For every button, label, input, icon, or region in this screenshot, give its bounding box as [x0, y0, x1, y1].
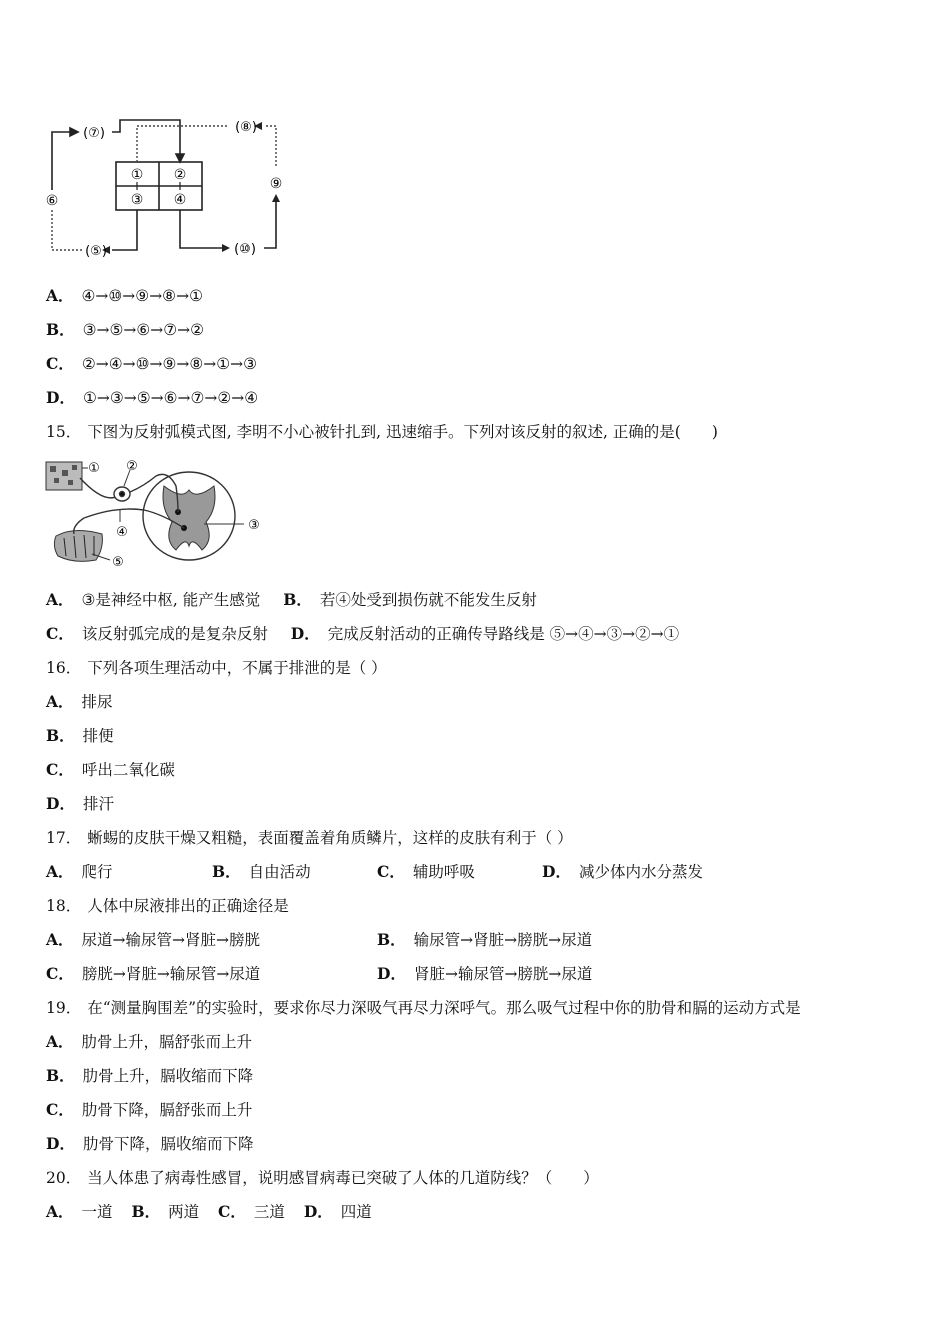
label-6: ⑥ — [45, 193, 59, 209]
q20-option-d: D． 四道 — [303, 1202, 372, 1221]
q14-option-c: C． ②→④→⑩→⑨→⑧→①→③ — [46, 354, 258, 373]
label-2: ② — [173, 167, 187, 183]
q16-option-d: D． 排汗 — [46, 794, 114, 813]
q20-option-c: C． 三道 — [218, 1202, 285, 1221]
q19-option-d: D． 肋骨下降，膈收缩而下降 — [46, 1134, 254, 1153]
label-9: ⑨ — [269, 176, 283, 192]
q15-stem: 15． 下图为反射弧模式图, 李明不小心被针扎到, 迅速缩手。下列对该反射的叙述, 正确的是( ) — [46, 423, 718, 441]
q20-option-a: A． 一道 — [46, 1202, 113, 1221]
muscle — [54, 530, 102, 561]
q20-option-b: B． 两道 — [131, 1202, 200, 1221]
q15-options-cd — [46, 624, 679, 644]
q16-option-a: A． 排尿 — [46, 692, 113, 711]
reflex-arc-diagram — [44, 456, 274, 574]
q14-option-b: B． ③→⑤→⑥→⑦→② — [46, 320, 205, 339]
skin-area — [46, 462, 82, 490]
reflex-label-4: ④ — [116, 525, 128, 540]
label-5: (⑤) — [85, 244, 107, 259]
q14-option-a: A． ④→⑩→⑨→⑧→① — [46, 286, 203, 305]
q16-stem: 16． 下列各项生理活动中，不属于排泄的是（ ） — [46, 659, 387, 677]
q16-option-b: B． 排便 — [46, 726, 114, 745]
spinal-cord — [143, 472, 235, 560]
q20-options — [46, 1202, 372, 1222]
q19-option-b: B． 肋骨上升，膈收缩而下降 — [46, 1066, 254, 1085]
label-7: (⑦) — [83, 126, 105, 141]
label-1: ① — [130, 167, 144, 183]
q15-options-ab — [46, 590, 537, 610]
q20-stem: 20． 当人体患了病毒性感冒，说明感冒病毒已突破了人体的几道防线？（ ） — [46, 1169, 599, 1187]
heart-box — [116, 162, 202, 210]
q18-option-c: C． 膀胱→肾脏→输尿管→尿道 — [46, 964, 261, 983]
reflex-label-1: ① — [88, 461, 100, 476]
q16-option-c: C． 呼出二氧化碳 — [46, 760, 175, 779]
q18-option-d: D． 肾脏→输尿管→膀胱→尿道 — [377, 964, 593, 983]
label-3: ③ — [130, 192, 144, 208]
q18-stem: 18． 人体中尿液排出的正确途径是 — [46, 897, 289, 915]
circulation-diagram — [40, 110, 300, 270]
label-4: ④ — [173, 192, 187, 208]
q17-stem: 17． 蜥蜴的皮肤干燥又粗糙，表面覆盖着角质鳞片，这样的皮肤有利于（ ） — [46, 829, 573, 847]
q18-option-a: A． 尿道→输尿管→肾脏→膀胱 — [46, 930, 260, 949]
q19-option-a: A． 肋骨上升，膈舒张而上升 — [46, 1032, 253, 1051]
q15-option-d: D． 完成反射活动的正确传导路线是 ⑤→④→③→②→① — [290, 624, 680, 643]
reflex-label-3: ③ — [248, 518, 260, 533]
q19-stem: 19． 在“测量胸围差”的实验时，要求你尽力深吸气再尽力深呼气。那么吸气过程中你的肋骨和膈的运动方式是 — [46, 999, 801, 1017]
q18-option-b: B． 输尿管→肾脏→膀胱→尿道 — [377, 930, 593, 949]
q15-option-c: C． 该反射弧完成的是复杂反射 — [46, 624, 268, 643]
q17-option-d: D． 减少体内水分蒸发 — [542, 862, 703, 881]
q15-option-b: B． 若④处受到损伤就不能发生反射 — [283, 590, 537, 609]
q19-option-c: C． 肋骨下降，膈舒张而上升 — [46, 1100, 253, 1119]
q17-option-b: B． 自由活动 — [212, 862, 311, 881]
q15-option-a: A． ③是神经中枢, 能产生感觉 — [46, 590, 261, 609]
label-8: (⑧) — [235, 120, 257, 135]
q14-option-d: D． ①→③→⑤→⑥→⑦→②→④ — [46, 388, 259, 407]
q17-option-c: C． 辅助呼吸 — [377, 862, 475, 881]
reflex-label-2: ② — [126, 459, 138, 474]
reflex-label-5: ⑤ — [112, 555, 124, 570]
label-10: (⑩) — [234, 242, 256, 257]
q17-option-a: A． 爬行 — [46, 862, 113, 881]
